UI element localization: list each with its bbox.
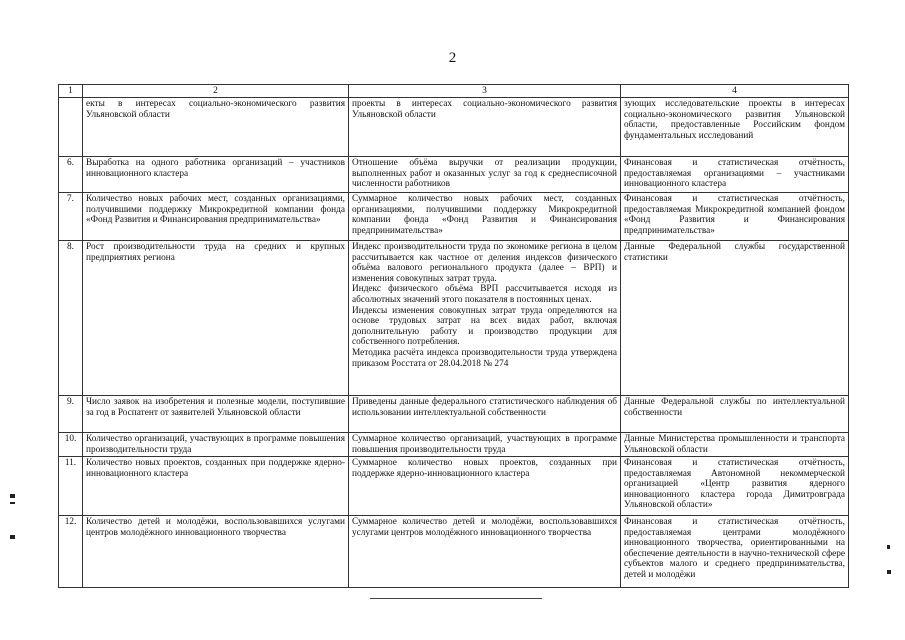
table-row — [59, 457, 849, 516]
row-number: 10. — [59, 433, 83, 457]
header-cell: 1 — [59, 85, 83, 98]
source-cell: Данные Министерства промышленности и транспорта Ульяновской области — [621, 433, 849, 457]
method-paragraph: Индекс производительности труда по экономике региона в целом рассчитывается как частное от деления индексов физического объёма валового регионального продукта (далее – ВРП) и изменения совокупных затрат труда. — [352, 242, 617, 284]
indicator-cell: Выработка на одного работника организаций – участников инновационного кластера — [83, 157, 349, 193]
binding-mark — [10, 494, 15, 498]
source-cell: Данные Федеральной службы по интеллектуальной собственности — [621, 396, 849, 433]
source-cell: Финансовая и статистическая отчётность, предоставляемая организациями – участниками инновационного кластера — [621, 157, 849, 193]
source-cell: Финансовая и статистическая отчётность, предоставляемая Автономной некоммерческой организацией «Центр развития ядерного инновационного кластера города Димитровграда Ульяновской области» — [621, 457, 849, 516]
row-number: 9. — [59, 396, 83, 433]
row-number: 8. — [59, 241, 83, 396]
method-cell: Приведены данные федерального статистического наблюдения об использовании интеллектуальной собственности — [349, 396, 621, 433]
method-cell: Суммарное количество новых проектов, созданных при поддержке ядерно-инновационного кластера — [349, 457, 621, 516]
table-row — [59, 396, 849, 433]
indicator-cell: Количество новых рабочих мест, созданных организациями, получившими поддержку Микрокредитной компании фонда «Фонд Развития и Финансирования предпринимательства» — [83, 193, 349, 241]
method-cell: проекты в интересах социально-экономического развития Ульяновской области — [349, 98, 621, 157]
table-header-row — [59, 85, 849, 98]
method-paragraph: Индекс физического объёма ВРП рассчитывается исходя из абсолютных значений этого показателя в постоянных ценах. — [352, 284, 617, 305]
source-cell: Данные Федеральной службы государственной статистики — [621, 241, 849, 396]
table-row — [59, 98, 849, 157]
row-number: 6. — [59, 157, 83, 193]
header-cell: 4 — [621, 85, 849, 98]
table-row — [59, 241, 849, 396]
binding-mark — [10, 502, 15, 504]
header-cell: 2 — [83, 85, 349, 98]
source-cell: зующих исследовательские проекты в интересах социально-экономического развития Ульяновской области, предоставленные Российским фондом фундаментальных исследований — [621, 98, 849, 157]
binding-mark — [887, 570, 891, 574]
source-cell: Финансовая и статистическая отчётность, предоставляемая центрами молодёжного инновационного творчества, ориентированными на обеспечение деятельности в научно-технической сфере субъектов малого и среднего предпринимательства, детей и молодёжи — [621, 516, 849, 588]
method-cell: Суммарное количество новых рабочих мест, созданных организациями, получившими поддержку Микрокредитной компании фонда «Фонд Развития и Финансирования предпринимательства» — [349, 193, 621, 241]
method-cell — [349, 241, 621, 396]
source-cell: Финансовая и статистическая отчётность, предоставляемая Микрокредитной компанией фондом «Фонд Развития и Финансирования предпринимательства» — [621, 193, 849, 241]
row-number: 11. — [59, 457, 83, 516]
indicator-cell: Количество организаций, участвующих в программе повышения производительности труда — [83, 433, 349, 457]
method-paragraph: Методика расчёта индекса производительности труда утверждена приказом Росстата от 28.04.2018 № 274 — [352, 347, 617, 369]
binding-mark — [887, 545, 890, 549]
table-row — [59, 193, 849, 241]
table-row — [59, 157, 849, 193]
footnote-separator — [370, 598, 542, 599]
table-row — [59, 433, 849, 457]
method-cell: Суммарное количество детей и молодёжи, воспользовавшихся услугами центров молодёжного инновационного творчества — [349, 516, 621, 588]
header-cell: 3 — [349, 85, 621, 98]
row-number: 12. — [59, 516, 83, 588]
row-number: 7. — [59, 193, 83, 241]
indicator-cell: Рост производительности труда на средних и крупных предприятиях региона — [83, 241, 349, 396]
method-paragraph: Индексы изменения совокупных затрат труда определяются на основе трудовых затрат на всех видах работ, включая дополнительную работу и производство продукции для собственного потребления. — [352, 305, 617, 348]
indicator-cell: Число заявок на изобретения и полезные модели, поступившие за год в Роспатент от заявителей Ульяновской области — [83, 396, 349, 433]
table-row — [59, 516, 849, 588]
indicator-cell: Количество детей и молодёжи, воспользовавшихся услугами центров молодёжного инновационного творчества — [83, 516, 349, 588]
indicator-cell: Количество новых проектов, созданных при поддержке ядерно-инновационного кластера — [83, 457, 349, 516]
method-cell: Отношение объёма выручки от реализации продукции, выполненных работ и оказанных услуг за год к среднесписочной численности работников — [349, 157, 621, 193]
indicator-cell: екты в интересах социально-экономического развития Ульяновской области — [83, 98, 349, 157]
method-cell: Суммарное количество организаций, участвующих в программе повышения производительности труда — [349, 433, 621, 457]
binding-mark — [10, 535, 15, 539]
row-number — [59, 98, 83, 157]
indicators-table — [58, 84, 849, 588]
page-number: 2 — [448, 50, 457, 66]
